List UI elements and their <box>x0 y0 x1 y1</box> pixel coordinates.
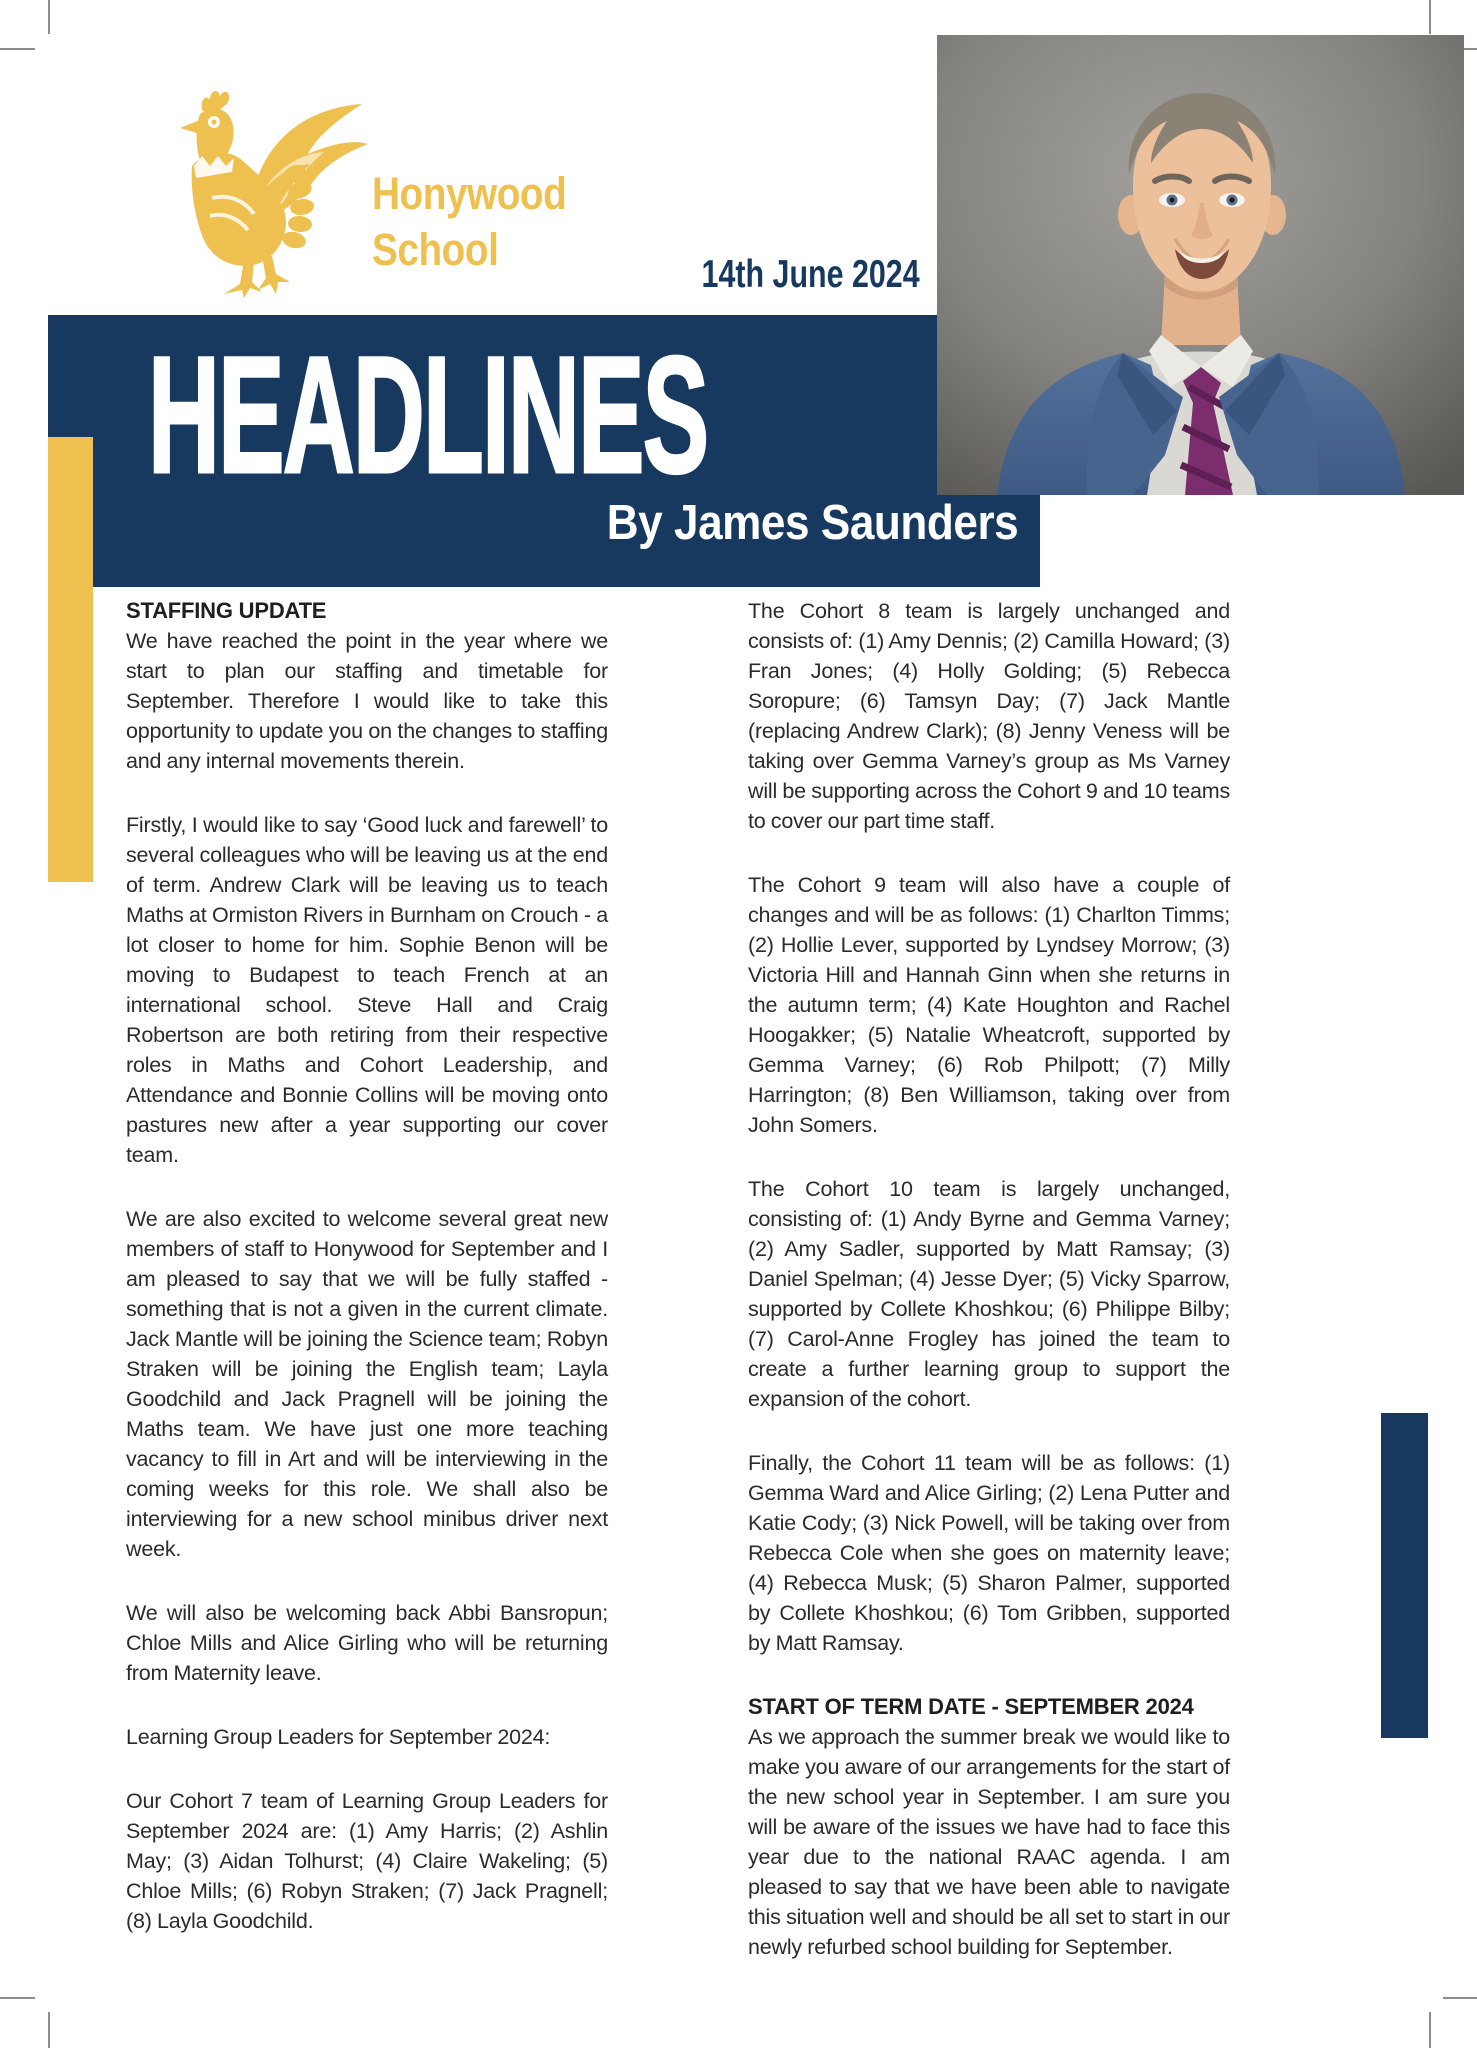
gold-accent-bar <box>48 437 93 882</box>
section-heading: STAFFING UPDATE <box>126 598 327 623</box>
body-paragraph: Our Cohort 7 team of Learning Group Leaders for September 2024 are: (1) Amy Harris; (2) Ashlin May; (3) Aidan Tolhurst; (4) Claire Wakeling; (5) Chloe Mills; (6) Robyn Straken; (7) Jack Pragnell; (8) Layla Goodchild. <box>126 1789 608 1933</box>
body-paragraph: The Cohort 10 team is largely unchanged, consisting of: (1) Andy Byrne and Gemma Varney; (2) Amy Sadler, supported by Matt Ramsay; (3) Daniel Spelman; (4) Jesse Dyer; (5) Vicky Sparrow, supported by Collete Khoshkou; (6) Philippe Bilby; (7) Carol-Anne Frogley has joined the team to create a further learning group to support the expansion of the cohort. <box>748 1177 1230 1411</box>
issue-date: 14th June 2024 <box>701 253 920 296</box>
crop-mark <box>1443 1997 1477 1999</box>
crop-mark <box>0 48 35 50</box>
school-logo-rooster-icon <box>166 70 370 298</box>
body-paragraph: Finally, the Cohort 11 team will be as follows: (1) Gemma Ward and Alice Girling; (2) Lena Putter and Katie Cody; (3) Nick Powell, will be taking over from Rebecca Cole when she goes on maternity leave; (4) Rebecca Musk; (5) Sharon Palmer, supported by Collete Khoshkou; (6) Tom Gribben, supported by Matt Ramsay. <box>748 1451 1230 1655</box>
title-banner <box>48 315 1040 587</box>
body-paragraph: As we approach the summer break we would like to make you aware of our arrangements for the start of the new school year in September. I am sure you will be aware of the issues we have had to face this year due to the national RAAC agenda. I am pleased to say that we have been able to navigate this situation well and should be all set to start in our newly refurbed school building for September. <box>748 1725 1230 1959</box>
crop-mark <box>1429 2012 1431 2048</box>
body-paragraph: The Cohort 9 team will also have a couple of changes and will be as follows: (1) Charlton Timms; (2) Hollie Lever, supported by Lyndsey Morrow; (3) Victoria Hill and Hannah Ginn when she returns in the autumn term; (4) Kate Houghton and Rachel Hoogakker; (5) Natalie Wheatcroft, supported by Gemma Varney; (6) Rob Philpott; (7) Milly Harrington; (8) Ben Williamson, taking over from John Somers. <box>748 873 1230 1137</box>
body-paragraph: Firstly, I would like to say ‘Good luck and farewell’ to several colleagues who will be leaving us at the end of term. Andrew Clark will be leaving us to teach Maths at Ormiston Rivers in Burnham on Crouch - a lot closer to home for him. Sophie Benon will be moving to Budapest to teach French at an international school. Steve Hall and Craig Robertson are both retiring from their respective roles in Maths and Cohort Leadership, and Attendance and Bonnie Collins will be moving onto pastures new after a year supporting our cover team. <box>126 813 608 1167</box>
body-paragraph: We have reached the point in the year where we start to plan our staffing and timetable for September. Therefore I would like to take this opportunity to update you on the changes to staffing and any internal movements therein. <box>126 629 608 773</box>
body-paragraph: The Cohort 8 team is largely unchanged and consists of: (1) Amy Dennis; (2) Camilla Howard; (3) Fran Jones; (4) Holly Golding; (5) Rebecca Soropure; (6) Tamsyn Day; (7) Jack Mantle (replacing Andrew Clark); (8) Jenny Veness will be taking over Gemma Varney’s group as Ms Varney will be supporting across the Cohort 9 and 10 teams to cover our part time staff. <box>748 599 1230 833</box>
section-heading: START OF TERM DATE - SEPTEMBER 2024 <box>748 1694 1194 1719</box>
body-paragraph: We will also be welcoming back Abbi Bansropun; Chloe Mills and Alice Girling who will be returning from Maternity leave. <box>126 1601 608 1685</box>
crop-mark <box>48 2012 50 2048</box>
body-paragraph: Learning Group Leaders for September 2024: <box>126 1725 551 1749</box>
newsletter-title: HEADLINES <box>148 323 708 508</box>
crop-mark <box>48 0 50 34</box>
crop-mark <box>1429 0 1431 34</box>
crop-mark <box>0 1997 35 1999</box>
school-name-line2: School <box>372 224 499 275</box>
right-column <box>748 596 1230 1996</box>
navy-accent-bar <box>1381 1413 1428 1738</box>
school-name-line1: Honywood <box>372 168 567 219</box>
byline: By James Saunders <box>606 496 1018 550</box>
school-name <box>372 166 566 278</box>
left-column <box>126 596 608 1970</box>
body-paragraph: We are also excited to welcome several great new members of staff to Honywood for September and I am pleased to say that we will be fully staffed - something that is not a given in the current climate. Jack Mantle will be joining the Science team; Robyn Straken will be joining the English team; Layla Goodchild and Jack Pragnell will be joining the Maths team. We have just one more teaching vacancy to fill in Art and will be interviewing in the coming weeks for this role. We shall also be interviewing for a new school minibus driver next week. <box>126 1207 608 1561</box>
headteacher-photo <box>937 35 1464 495</box>
